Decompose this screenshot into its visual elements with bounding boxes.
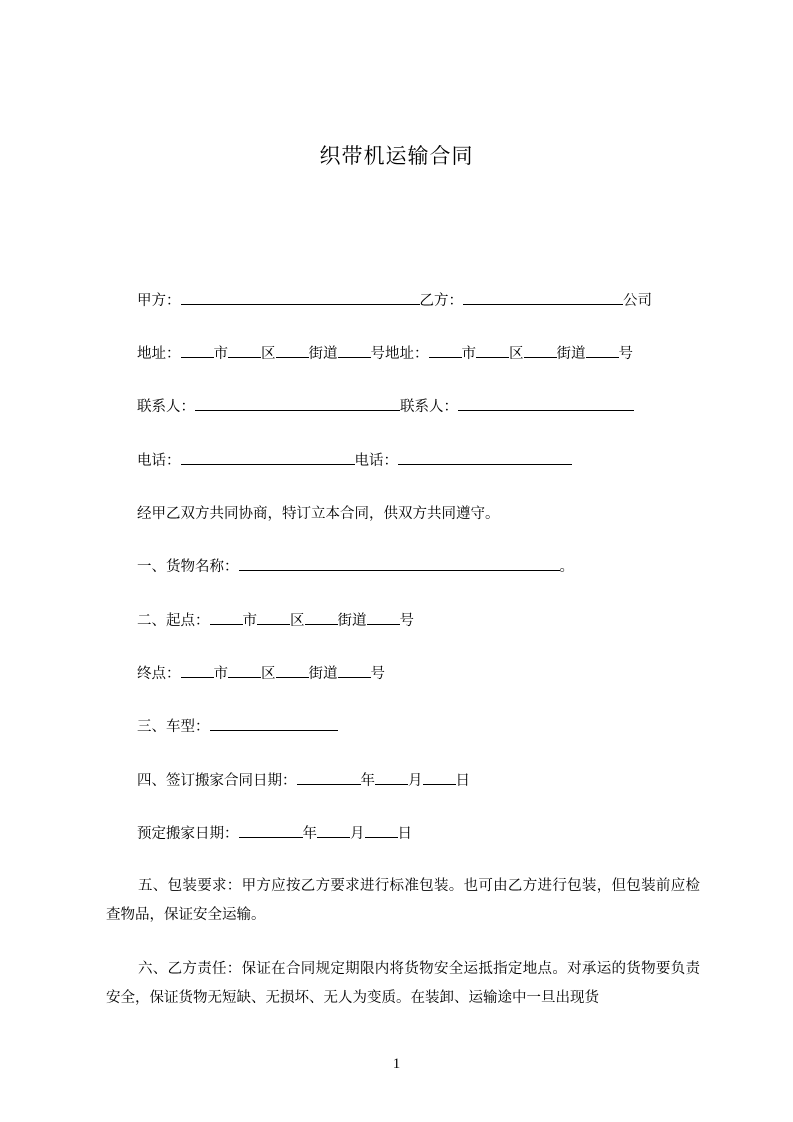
party-a-phone-label: 电话： (137, 453, 181, 469)
planned-year-unit: 年 (302, 826, 317, 842)
clause-4-sign-date (137, 771, 470, 791)
vehicle-type-label: 三、车型： (137, 719, 210, 735)
clause-3-vehicle-type (137, 717, 338, 737)
party-b-contact-blank[interactable] (458, 397, 634, 411)
goods-name-blank[interactable] (239, 557, 560, 571)
party-b-phone-label: 电话： (354, 453, 398, 469)
clause-2-origin (137, 611, 414, 631)
origin-district-unit: 区 (290, 613, 305, 629)
destination-label: 终点： (137, 666, 181, 682)
destination-number-unit: 号 (370, 666, 385, 682)
destination-street-unit: 街道 (308, 666, 338, 682)
party-a-street-unit: 街道 (308, 346, 338, 362)
sign-date-label: 四、签订搬家合同日期： (137, 773, 297, 789)
goods-name-end: 。 (559, 559, 574, 575)
origin-city-unit: 市 (242, 613, 257, 629)
origin-number-blank[interactable] (367, 611, 400, 625)
planned-month-blank[interactable] (317, 824, 350, 838)
sign-month-blank[interactable] (375, 771, 408, 785)
party-b-street-blank[interactable] (524, 344, 557, 358)
planned-move-date (137, 824, 412, 844)
vehicle-type-blank[interactable] (210, 717, 338, 731)
party-b-address-label: 地址： (385, 346, 429, 362)
origin-street-blank[interactable] (305, 611, 338, 625)
party-a-contact-label: 联系人： (137, 399, 195, 415)
party-a-name-label: 甲方： (137, 293, 181, 309)
planned-date-label: 预定搬家日期： (137, 826, 239, 842)
destination-city-blank[interactable] (181, 664, 214, 678)
party-a-phone-blank[interactable] (181, 451, 355, 465)
clause-6-party-b-duties: 六、乙方责任：保证在合同规定期限内将货物安全运抵指定地点。对承运的货物要负责安全，保证货物无短缺、无损坏、无人为变质。在装卸、运输途中一旦出现货 (106, 961, 700, 1006)
clause-1-goods-name (137, 557, 574, 577)
party-a-address-label: 地址： (137, 346, 181, 362)
origin-city-blank[interactable] (210, 611, 243, 625)
party-b-number-unit: 号 (618, 346, 633, 362)
phone-line (137, 451, 572, 471)
party-a-city-blank[interactable] (181, 344, 214, 358)
destination-district-blank[interactable] (228, 664, 261, 678)
sign-year-unit: 年 (360, 773, 375, 789)
origin-street-unit: 街道 (337, 613, 367, 629)
sign-month-unit: 月 (408, 773, 423, 789)
sign-day-unit: 日 (455, 773, 470, 789)
origin-number-unit: 号 (399, 613, 414, 629)
party-b-number-blank[interactable] (586, 344, 619, 358)
party-names-line (137, 291, 652, 311)
party-a-street-blank[interactable] (276, 344, 309, 358)
party-a-name-blank[interactable] (181, 291, 420, 305)
party-a-number-unit: 号 (370, 346, 385, 362)
origin-label: 二、起点： (137, 613, 210, 629)
party-a-number-blank[interactable] (338, 344, 371, 358)
party-b-contact-label: 联系人： (400, 399, 458, 415)
destination-number-blank[interactable] (338, 664, 371, 678)
party-b-street-unit: 街道 (556, 346, 586, 362)
party-a-district-blank[interactable] (228, 344, 261, 358)
party-b-city-unit: 市 (461, 346, 476, 362)
party-b-district-blank[interactable] (476, 344, 509, 358)
party-b-city-blank[interactable] (429, 344, 462, 358)
party-b-name-label: 乙方： (419, 293, 463, 309)
planned-day-blank[interactable] (365, 824, 398, 838)
party-a-city-unit: 市 (213, 346, 228, 362)
planned-month-unit: 月 (350, 826, 365, 842)
document-title: 织带机运输合同 (319, 144, 474, 168)
page-number: 1 (392, 1056, 401, 1072)
contact-line (137, 397, 634, 417)
sign-day-blank[interactable] (423, 771, 456, 785)
origin-district-blank[interactable] (257, 611, 290, 625)
planned-day-unit: 日 (397, 826, 412, 842)
party-b-district-unit: 区 (509, 346, 524, 362)
destination-city-unit: 市 (213, 666, 228, 682)
address-line (137, 344, 633, 364)
destination-line (137, 664, 385, 684)
party-a-contact-blank[interactable] (195, 397, 400, 411)
destination-district-unit: 区 (261, 666, 276, 682)
destination-street-blank[interactable] (276, 664, 309, 678)
party-b-name-blank[interactable] (463, 291, 623, 305)
clause-5-packaging: 五、包装要求：甲方应按乙方要求进行标准包装。也可由乙方进行包装，但包装前应检查物品，保证安全运输。 (106, 878, 700, 923)
goods-name-label: 一、货物名称： (137, 559, 239, 575)
planned-year-blank[interactable] (239, 824, 303, 838)
party-b-phone-blank[interactable] (398, 451, 572, 465)
sign-year-blank[interactable] (297, 771, 361, 785)
intro-text: 经甲乙双方共同协商，特订立本合同，供双方共同遵守。 (137, 506, 500, 522)
party-a-district-unit: 区 (261, 346, 276, 362)
party-b-name-suffix: 公司 (623, 293, 652, 309)
